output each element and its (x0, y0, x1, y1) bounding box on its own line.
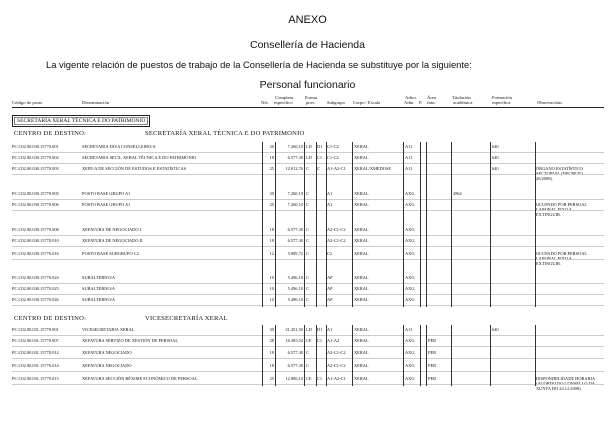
row-divider (12, 259, 604, 260)
row-divider (12, 294, 604, 295)
column-rule (275, 325, 276, 386)
cell-niv: 12 (269, 251, 274, 256)
cell-c1: C (317, 166, 320, 171)
cell-ads: AXG (405, 297, 415, 302)
cell-fp: C (306, 227, 309, 232)
cell-den: XEFATURA DE NEGOCIADO II (82, 238, 143, 243)
cell-comp: 12.012,76 (285, 166, 303, 171)
cell-code: PC.C02.00.030.15770.026 (12, 297, 59, 302)
cell-den: SUBALTERNO/A (82, 297, 116, 302)
section-title: Personal funcionario (259, 79, 356, 91)
cell-den: VICESECRETARIA XERAL (82, 327, 135, 332)
cell-den: SUBALTERNO/A (82, 275, 116, 280)
cell-code: PC.C02.00.030.15770.001 (12, 144, 59, 149)
col-codigo: Código do posto (12, 100, 43, 105)
cell-sub: A1-A2 (327, 338, 340, 343)
cell-fp: LD (306, 144, 312, 149)
cell-area: PER (428, 363, 437, 368)
row-divider (12, 246, 604, 247)
col-titulacion: Titulación (452, 95, 471, 100)
col-corpo: Corpo / Escala (353, 100, 381, 105)
col-academica: académica (453, 100, 473, 105)
cell-corpo: XERAL (354, 144, 369, 149)
column-rule (426, 325, 427, 386)
column-rule (326, 142, 327, 307)
cell-corpo: XERAL (354, 376, 369, 381)
cell-ads: AXG (405, 275, 415, 280)
cell-ads: AXG (405, 376, 415, 381)
cell-comp: 6.577,30 (287, 227, 303, 232)
row-divider (12, 358, 604, 359)
cell-fp: C (306, 191, 309, 196)
cell-sub: A2-C1-C2 (327, 363, 346, 368)
column-rule (403, 142, 404, 307)
col-especifica: específica (492, 100, 511, 105)
column-rule (420, 142, 421, 307)
centro-name: VICESECRETARÍA XERAL (145, 315, 228, 322)
cell-area: PER (428, 350, 437, 355)
row-divider (12, 174, 604, 175)
cell-corpo: XERAL (354, 275, 369, 280)
column-rule (262, 142, 263, 307)
cell-ads: A11 (405, 144, 413, 149)
cell-niv: 18 (269, 238, 274, 243)
cell-corpo: XERAL (354, 155, 369, 160)
cell-niv: 10 (269, 297, 274, 302)
cell-obs: DISPONIBILIDADE HORARIA (ACORDO DO CONSELLO DA XUNTA DO 24.12.2008). (536, 376, 595, 391)
cell-ads: AXG (405, 338, 415, 343)
cell-ads: AXG (405, 286, 415, 291)
centro-name: SECRETARÍA XERAL TÉCNICA E DO PATRIMONIO (145, 130, 305, 137)
cell-fp: C (306, 202, 309, 207)
column-rule (451, 325, 452, 386)
cell-sub: A1-A2-C1 (327, 376, 346, 381)
cell-ads: AXG (405, 238, 415, 243)
col-p: P. (419, 100, 423, 105)
header-rule (12, 107, 604, 108)
cell-ads: AXG (405, 202, 415, 207)
anexo-title: ANEXO (288, 14, 327, 26)
cell-fp: CE (306, 338, 312, 343)
cell-niv: 18 (269, 350, 274, 355)
cell-den: XEFATURA SERVIZO DE XESTIÓN DE PERSOAL (82, 338, 179, 343)
intro-text: La vigente relación de puestos de trabajo de la Consellería de Hacienda se substituye por la siguiente: (46, 59, 472, 70)
cell-comp: 5.089,72 (287, 251, 303, 256)
cell-c1: C1 (317, 338, 323, 343)
cell-niv: 28 (269, 338, 274, 343)
cell-niv: 18 (269, 363, 274, 368)
column-rule (451, 142, 452, 307)
cell-sub: A2-C1-C2 (327, 238, 346, 243)
col-adm: Adm. (404, 100, 415, 105)
cell-code: PC.C02.00.030.15770.003 (12, 166, 59, 171)
col-func: func. (427, 100, 437, 105)
cell-corpo: XERAL (354, 191, 369, 196)
cell-sub: A2-C1-C2 (327, 227, 346, 232)
column-rule (535, 142, 536, 307)
cell-niv: 18 (269, 227, 274, 232)
column-rule (326, 325, 327, 386)
cell-ads: AXG (405, 191, 415, 196)
cell-sub: AP (327, 297, 333, 302)
cell-comp: 7.260,10 (287, 202, 303, 207)
cell-comp: 6.577,30 (287, 363, 303, 368)
cell-code: PC.C02.00.031.15770.015 (12, 376, 59, 381)
cell-corpo: XERAL (354, 227, 369, 232)
cell-fp: C (306, 251, 309, 256)
col-subgrupo: Subgrupo (327, 100, 345, 105)
column-rule (316, 325, 317, 386)
cell-obs: OCUPADO POR PERSOAL LABORAL FIXO A EXTINGUIR. (536, 251, 587, 266)
row-divider (12, 235, 604, 236)
column-rule (304, 142, 305, 307)
cell-comp: 7.260,10 (287, 191, 303, 196)
cell-niv: 25 (269, 166, 274, 171)
cell-tit: 2862 (453, 191, 462, 196)
cell-den: POSTO BASE GRUPO A1 (82, 191, 131, 196)
cell-den: SUBALTERNO/A (82, 286, 116, 291)
cell-comp: 7.260,10 (287, 144, 303, 149)
cell-comp: 16.385,54 (285, 338, 303, 343)
cell-niv: 18 (269, 155, 274, 160)
cell-sub: C1-C2 (327, 155, 339, 160)
cell-fp: C (306, 286, 309, 291)
cell-c1: C1 (317, 155, 323, 160)
cell-comp: 5.496,10 (287, 275, 303, 280)
cell-code: PC.C02.00.030.15770.024 (12, 275, 59, 280)
cell-form: 640 (492, 155, 499, 160)
cell-sub: A1 (327, 327, 333, 332)
cell-form: 640 (492, 327, 499, 332)
column-rule (490, 325, 491, 386)
col-nivel: Nív. (261, 100, 269, 105)
row-divider (12, 199, 604, 200)
cell-corpo: XERAL (354, 338, 369, 343)
cell-corpo: XERAL (354, 363, 369, 368)
cell-den: XEFATURA NEGOCIADO (82, 363, 132, 368)
cell-ads: AXG (405, 350, 415, 355)
cell-fp: C (306, 275, 309, 280)
cell-code: PC.C02.00.030.15770.002 (12, 155, 59, 160)
cell-corpo: XERAL (354, 202, 369, 207)
row-divider (12, 305, 604, 306)
cell-niv: 25 (269, 376, 274, 381)
cell-fp: C (306, 238, 309, 243)
row-divider (12, 152, 604, 153)
cell-code: PC.C02.00.030.15770.008 (12, 227, 59, 232)
cell-comp: 6.577,30 (287, 155, 303, 160)
cell-fp: CE (306, 376, 312, 381)
cell-den: XEFE/A DE SECCIÓN DE ESTUDOS E ESTATÍSTICAS (82, 166, 187, 171)
cell-den: SECRETARIA DO/A CONSELLEIRO/A (82, 144, 156, 149)
row-divider (12, 346, 604, 347)
row-divider (12, 283, 604, 284)
row-divider (12, 210, 604, 211)
cell-niv: 30 (269, 327, 274, 332)
cell-form: 640 (492, 166, 499, 171)
cell-code: PC.C02.00.030.15770.006 (12, 202, 59, 207)
cell-fp: C (306, 297, 309, 302)
cell-den: XEFATURA DE NEGOCIADO I (82, 227, 142, 232)
cell-niv: 20 (269, 144, 274, 149)
cell-corpo: XERAL (354, 238, 369, 243)
col-complem: Complem. (275, 95, 295, 100)
cell-comp: 12.886,10 (285, 376, 303, 381)
cell-area: PER (428, 376, 437, 381)
cell-sub: C2 (327, 251, 333, 256)
cell-sub: AP (327, 286, 333, 291)
centro-label: CENTRO DE DESTINO: (14, 130, 87, 137)
cell-c1: D1 (317, 327, 323, 332)
cell-corpo: XERAL (354, 297, 369, 302)
section-box: SECRETARÍA XERAL TÉCNICA E DO PATRIMONIO (12, 115, 150, 127)
cell-corpo: XERAL/XMEDOSE (354, 166, 392, 171)
col-prov: prov. (306, 100, 316, 105)
column-rule (420, 325, 421, 386)
col-adscr: Adscr. (405, 95, 417, 100)
col-formacion: Formación (492, 95, 512, 100)
cell-corpo: XERAL (354, 350, 369, 355)
cell-obs: OCUPADO POR PERSOAL LABORAL FIXO A EXTINGUIR. (536, 202, 587, 217)
cell-niv: 10 (269, 286, 274, 291)
cell-fp: C (306, 363, 309, 368)
cell-niv: 10 (269, 275, 274, 280)
cell-den: POSTO BASE GRUPO A1 (82, 202, 131, 207)
cell-code: PC.C02.00.031.15770.007 (12, 338, 59, 343)
cell-code: PC.C02.00.030.15770.010 (12, 238, 59, 243)
cell-form: 640 (492, 144, 499, 149)
col-area: Área (427, 95, 436, 100)
cell-niv: 20 (269, 191, 274, 196)
cell-ads: A11 (405, 166, 413, 171)
row-divider (12, 371, 604, 372)
cell-fp: C (306, 350, 309, 355)
column-rule (490, 142, 491, 307)
cell-sub: A2-C1-C2 (327, 350, 346, 355)
cell-comp: 6.577,30 (287, 350, 303, 355)
row-divider (12, 335, 604, 336)
cell-ads: A11 (405, 327, 413, 332)
cell-sub: A1 (327, 202, 333, 207)
cell-area: PER (428, 338, 437, 343)
column-rule (426, 142, 427, 307)
cell-code: PC.C02.00.030.15770.005 (12, 191, 59, 196)
cell-c1: C1 (317, 376, 323, 381)
centro-label: CENTRO DE DESTINO: (14, 315, 87, 322)
cell-code: PC.C02.00.031.15770.001 (12, 327, 59, 332)
cell-fp: LD (306, 155, 312, 160)
cell-fp: C (306, 166, 309, 171)
cell-comp: 5.496,10 (287, 286, 303, 291)
cell-c1: D1 (317, 144, 323, 149)
cell-den: XEFATURA NEGOCIADO (82, 350, 132, 355)
cell-obs: ÓRGANO ESTATÍSTICO SECTORIAL (DECRETO 26/2008). (536, 166, 583, 181)
org-title: Consellería de Hacienda (250, 39, 365, 51)
cell-comp: 21.451,50 (285, 327, 303, 332)
cell-ads: AXG (405, 251, 415, 256)
col-observacions: Observacións (537, 100, 563, 105)
cell-ads: A11 (405, 155, 413, 160)
cell-sub: AP (327, 275, 333, 280)
cell-den: POSTO BASE SUBGRUPO C2 (82, 251, 139, 256)
cell-code: PC.C02.00.031.15770.014 (12, 363, 59, 368)
row-divider (12, 384, 604, 385)
col-especifico: específico (274, 100, 293, 105)
cell-ads: AXG (405, 363, 415, 368)
column-rule (262, 325, 263, 386)
cell-comp: 6.577,30 (287, 238, 303, 243)
column-rule (352, 142, 353, 307)
row-divider (12, 163, 604, 164)
column-rule (403, 325, 404, 386)
cell-code: PC.C02.00.031.15770.012 (12, 350, 59, 355)
cell-corpo: XERAL (354, 327, 369, 332)
cell-sub: A1 (327, 191, 333, 196)
column-rule (304, 325, 305, 386)
cell-code: PC.C02.00.030.15770.025 (12, 286, 59, 291)
column-rule (316, 142, 317, 307)
cell-corpo: XERAL (354, 286, 369, 291)
cell-sub: A1-A2-C1 (327, 166, 346, 171)
column-rule (352, 325, 353, 386)
cell-ads: AXG (405, 227, 415, 232)
col-forma: Forma (305, 95, 317, 100)
cell-comp: 5.496,10 (287, 297, 303, 302)
cell-sub: C1-C2 (327, 144, 339, 149)
cell-niv: 20 (269, 202, 274, 207)
cell-den: SECRETARIA SECX. XERAL TÉCNICA E DO PATRIMONIO (82, 155, 197, 160)
col-denominacion: Denominación (82, 100, 110, 105)
cell-den: XEFATURA SECCIÓN RÉXIME ECONÓMICO DE PERSOAL (82, 376, 198, 381)
cell-fp: LD (306, 327, 312, 332)
cell-code: PC.C02.00.030.15770.016 (12, 251, 59, 256)
cell-corpo: XERAL (354, 251, 369, 256)
column-rule (535, 325, 536, 386)
column-rule (275, 142, 276, 307)
